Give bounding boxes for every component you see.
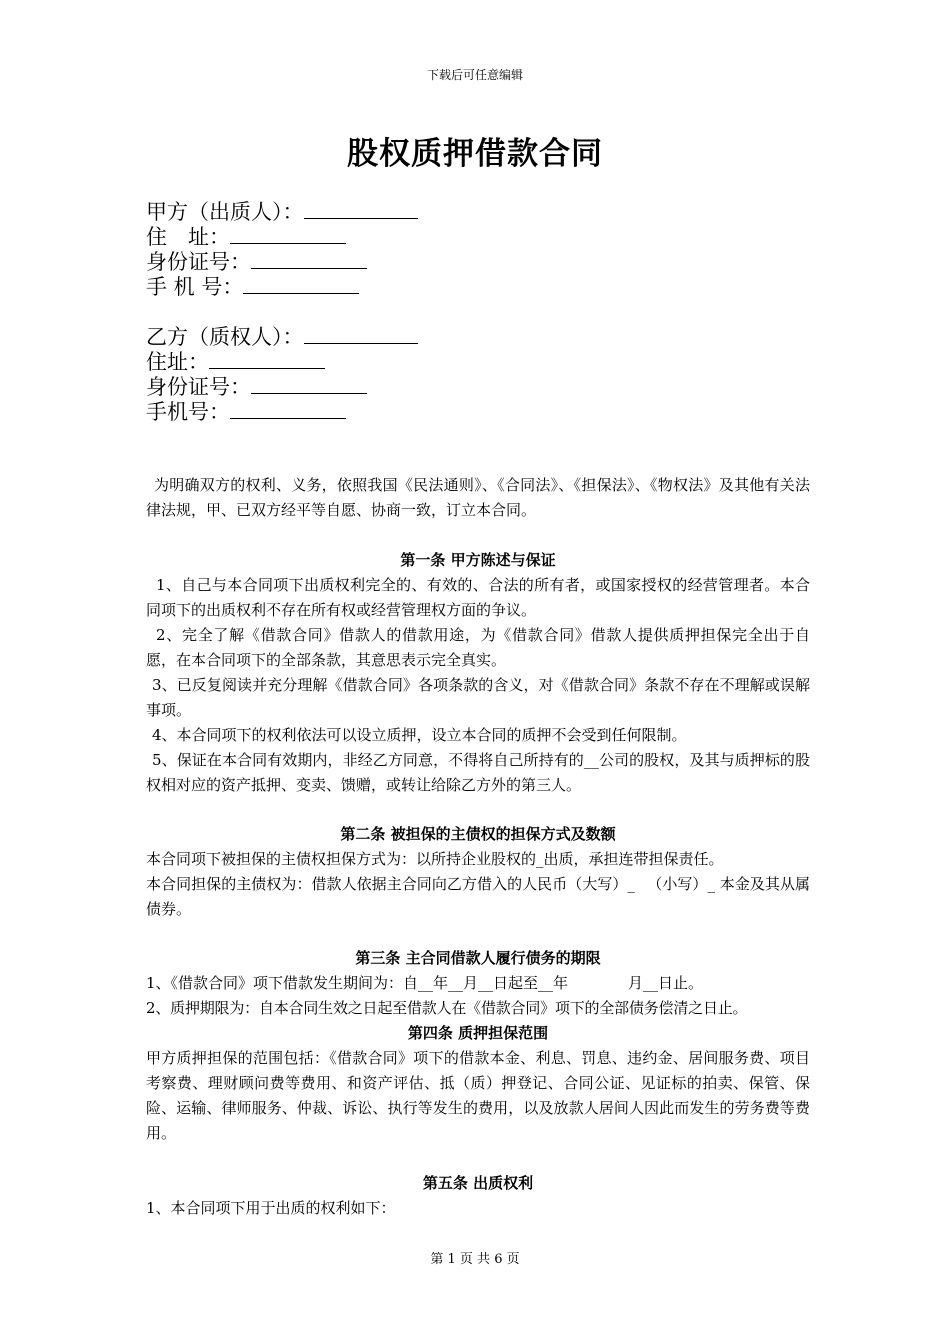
party-a-id-row [146, 249, 418, 274]
article-3-heading: 第三条 主合同借款人履行债务的期限 [355, 949, 601, 967]
party-b-id-row [146, 374, 418, 399]
party-b-address-row [146, 349, 418, 374]
party-a-id-label: 身份证号： [146, 250, 251, 274]
party-b-phone-label: 手机号： [146, 400, 230, 424]
intro-text: 为明确双方的权利、义务，依照我国《民法通则》、《合同法》、《担保法》、《物权法》及其他有关法律法规，甲、已双方经平等自愿、协商一致，订立本合同。 [146, 476, 810, 519]
intro-paragraph [146, 473, 810, 523]
article-1-item-4: 4、本合同项下的权利依法可以设立质押，设立本合同的质押不会受到任何限制。 [152, 726, 687, 744]
party-a-id-blank [251, 249, 367, 269]
party-a-name-label: 甲方（出质人）： [146, 200, 304, 224]
article-5-heading: 第五条 出质权利 [422, 1174, 534, 1192]
article-4-heading: 第四条 质押担保范围 [407, 1024, 549, 1042]
party-b-address-blank [209, 349, 325, 369]
article-1-item-1: 1、自己与本合同项下出质权利完全的、有效的、合法的所有者，或国家授权的经营管理者。本合同项下的出质权利不存在所有权或经营管理权方面的争议。 [146, 576, 810, 619]
article-1-item-5: 5、保证在本合同有效期内，非经乙方同意，不得将自己所持有的__公司的股权，及其与质押标的股权相对应的资产抵押、变卖、馈赠，或转让给除乙方外的第三人。 [146, 751, 810, 794]
article-2-text-2: 本合同担保的主债权为：借款人依据主合同向乙方借入的人民币（大写）_ （小写）_ 本金及其从属债券。 [146, 875, 810, 918]
party-b-phone-row [146, 399, 418, 424]
party-b-name-label: 乙方（质权人）： [146, 325, 304, 349]
document-title: 股权质押借款合同 [347, 136, 603, 172]
party-a-address-blank [230, 224, 346, 244]
party-a-name-blank [304, 199, 418, 219]
page-footer: 第 1 页 共 6 页 [430, 1252, 520, 1267]
article-1-heading: 第一条 甲方陈述与保证 [400, 551, 556, 569]
party-b-name-blank [304, 324, 418, 344]
article-2 [146, 822, 810, 922]
party-a-name-row [146, 199, 418, 224]
party-a-address-label: 住 址： [146, 225, 230, 249]
party-b-id-blank [251, 374, 367, 394]
article-1-item-2: 2、完全了解《借款合同》借款人的借款用途，为《借款合同》借款人提供质押担保完全出于自愿，在本合同项下的全部条款，其意思表示完全真实。 [146, 626, 810, 669]
page-header: 下载后可任意编辑 [426, 68, 523, 82]
article-3-text-1: 1、《借款合同》项下借款发生期间为：自__年__月__日起至__年 月__日止。 [146, 974, 704, 992]
party-a-phone-blank [243, 274, 359, 294]
party-b-address-label: 住址： [146, 350, 209, 374]
article-5 [146, 1171, 810, 1221]
party-a-phone-label: 手 机 号： [146, 275, 244, 299]
party-b-id-label: 身份证号： [146, 375, 251, 399]
article-4 [146, 1021, 810, 1146]
article-5-text-1: 1、本合同项下用于出质的权利如下： [146, 1199, 396, 1217]
article-3-text-2: 2、质押期限为：自本合同生效之日起至借款人在《借款合同》项下的全部债务偿清之日止。 [146, 999, 748, 1017]
article-1-item-3: 3、已反复阅读并充分理解《借款合同》各项条款的含义，对《借款合同》条款不存在不理解或误解事项。 [146, 676, 810, 719]
article-2-heading: 第二条 被担保的主债权的担保方式及数额 [340, 825, 616, 843]
party-a-phone-row [146, 274, 418, 299]
article-2-text-1: 本合同项下被担保的主债权担保方式为：以所持企业股权的_出质，承担连带担保责任。 [146, 850, 724, 868]
party-b-phone-blank [230, 399, 346, 419]
party-b-block [146, 324, 418, 424]
article-3 [146, 946, 810, 1021]
article-4-text: 甲方质押担保的范围包括：《借款合同》项下的借款本金、利息、罚息、违约金、居间服务费、项目考察费、理财顾问费等费用、和资产评估、抵（质）押登记、合同公证、见证标的拍卖、保管、保险、运输、律师服务、仲裁、诉讼、执行等发生的费用，以及放款人居间人因此而发生的劳务费等费用。 [146, 1049, 810, 1142]
party-a-block [146, 199, 418, 299]
party-a-address-row [146, 224, 418, 249]
party-b-name-row [146, 324, 418, 349]
article-1 [146, 548, 810, 798]
